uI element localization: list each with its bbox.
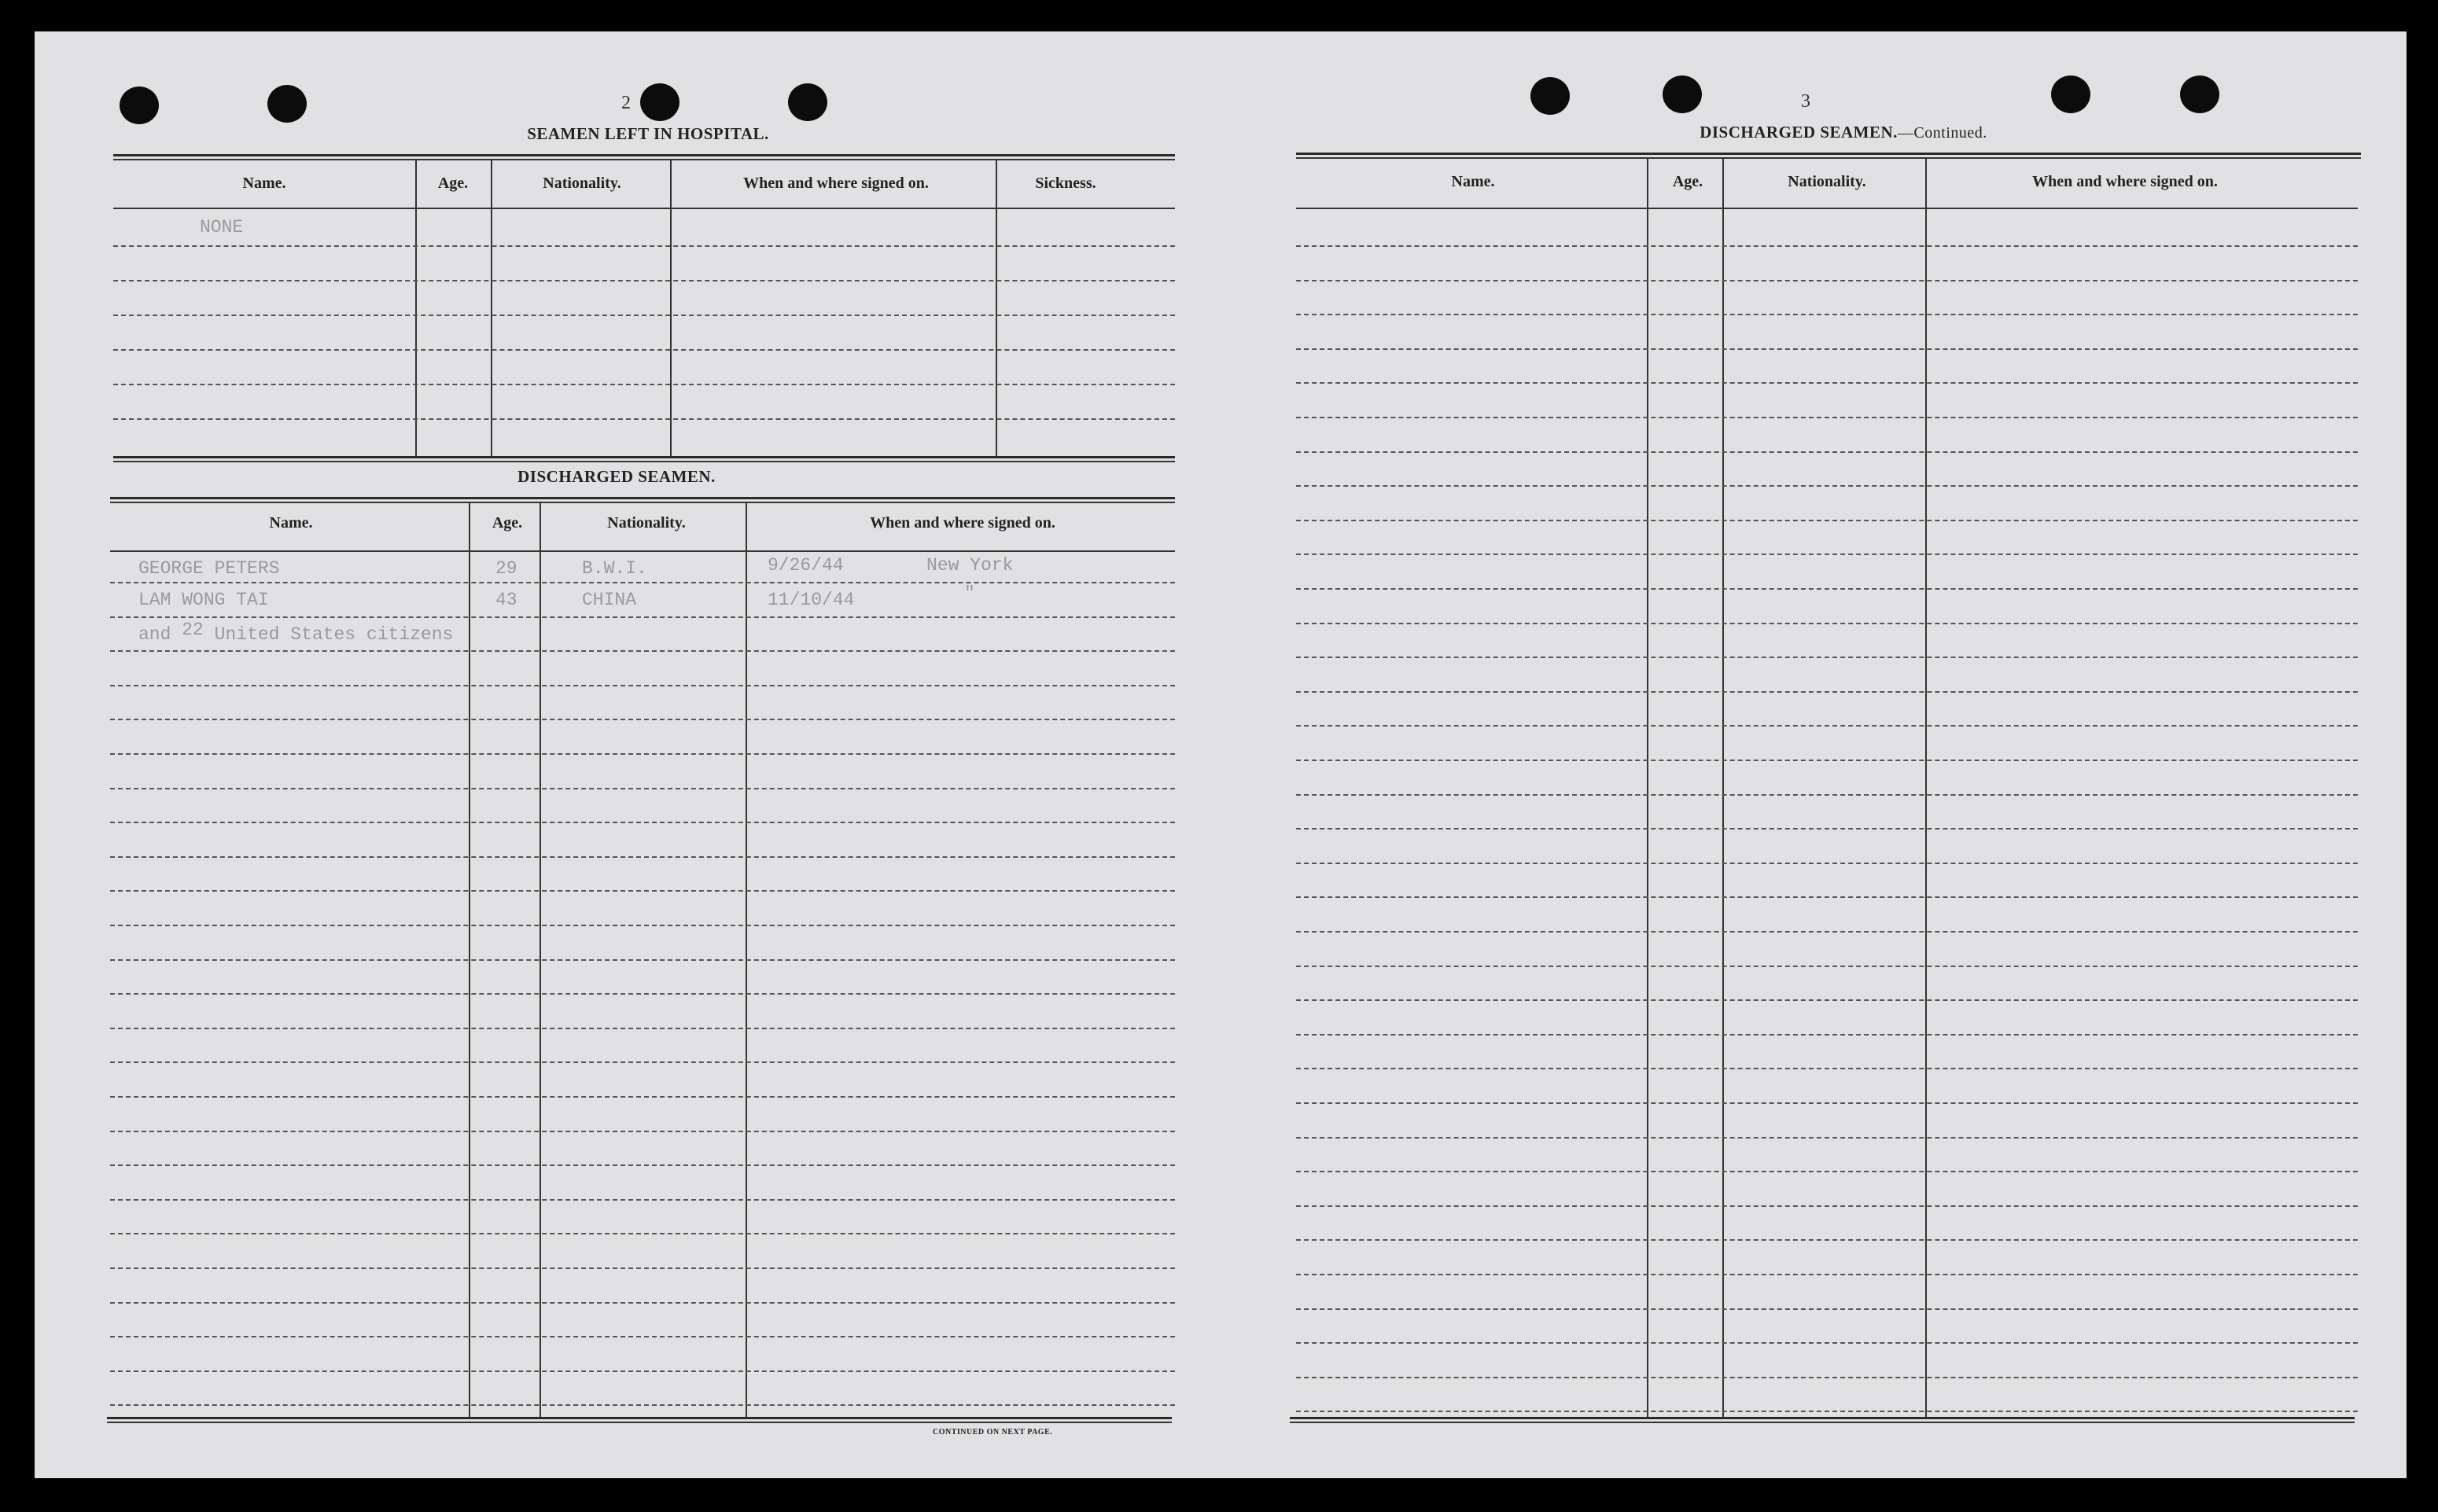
discharged-note [138,620,454,645]
hospital-table-bottom-rule [113,456,1175,458]
hospital-col-divider [670,160,672,456]
right-ruled-line [1296,896,2358,898]
right-ruled-line [1296,725,2358,727]
discharged-table-bottom-rule [107,1417,1172,1419]
discharged-note-count: 22 [182,620,204,640]
discharged-ruled-line [110,993,1175,995]
discharged-note-suffix: United States citizens [214,624,454,645]
discharged-ruled-line [110,685,1175,686]
discharged-row-1-age: 29 [495,558,517,579]
right-ruled-line [1296,1171,2358,1172]
right-ruled-line [1296,554,2358,555]
discharged-header-signed-on: When and where signed on. [870,514,1055,532]
right-header-rule [1296,208,2358,209]
discharged-ruled-line [110,1199,1175,1201]
discharged-table-bottom-rule-2 [107,1422,1172,1423]
discharged-ruled-line [110,822,1175,823]
right-ruled-line [1296,794,2358,796]
discharged-row-2-name: LAM WONG TAI [138,590,269,610]
discharged-ruled-line [110,1267,1175,1269]
discharged-header-age: Age. [492,514,523,532]
hospital-header-age: Age. [437,175,469,192]
right-ruled-line [1296,966,2358,967]
document-sheet [35,31,2407,1478]
discharged-ruled-line [110,719,1175,720]
punch-hole-icon [120,86,159,124]
hospital-table-bottom-rule-2 [113,461,1175,462]
discharged-ruled-line [110,1336,1175,1337]
punch-hole-icon [640,83,679,121]
right-ruled-line [1296,1034,2358,1036]
right-ruled-line [1296,863,2358,864]
right-title-suffix: —Continued. [1897,124,1987,142]
right-table-top-rule-2 [1296,157,2361,159]
right-ruled-line [1296,451,2358,453]
punch-hole-icon [267,85,307,123]
discharged-row-1-date: 9/26/44 [768,555,844,576]
discharged-row-1-place: New York [926,555,1014,576]
hospital-ruled-line [113,315,1175,316]
hospital-ruled-line [113,245,1175,247]
discharged-table-top-rule [110,497,1175,499]
discharged-ruled-line [110,1096,1175,1098]
right-ruled-line [1296,1239,2358,1241]
right-ruled-line [1296,931,2358,933]
hospital-ruled-line [113,349,1175,351]
discharged-ruled-line [110,1404,1175,1406]
right-ruled-line [1296,348,2358,350]
right-ruled-line [1296,760,2358,761]
right-ruled-line [1296,1308,2358,1310]
discharged-note-prefix: and [138,624,171,645]
hospital-ruled-line [113,418,1175,420]
right-ruled-line [1296,1377,2358,1378]
discharged-table-top-rule-2 [110,502,1175,503]
punch-hole-icon [2180,75,2219,113]
discharged-ruled-line [110,788,1175,789]
discharged-ruled-line [110,1233,1175,1234]
discharged-row-1-nationality: B.W.I. [582,558,647,579]
right-ruled-line [1296,485,2358,487]
hospital-section-title: SEAMEN LEFT IN HOSPITAL. [527,124,769,143]
hospital-ruled-line [113,384,1175,385]
hospital-header-rule [113,208,1175,209]
punch-hole-icon [788,83,827,121]
right-header-nationality: Nationality. [1788,173,1866,190]
right-ruled-line [1296,828,2358,830]
discharged-ruled-line [110,890,1175,892]
discharged-ruled-line [110,753,1175,755]
discharged-ruled-line [110,959,1175,961]
hospital-header-signed-on: When and where signed on. [743,175,929,192]
right-ruled-line [1296,382,2358,384]
discharged-ruled-line [110,1131,1175,1132]
hospital-table-top-rule-2 [113,159,1175,160]
right-ruled-line [1296,1411,2358,1412]
punch-hole-icon [1663,75,1702,113]
right-ruled-line [1296,1274,2358,1275]
right-ruled-line [1296,314,2358,315]
right-page-number: 3 [1801,91,1810,112]
right-table-top-rule [1296,153,2361,155]
discharged-row-2-nationality: CHINA [582,590,637,610]
discharged-ruled-line [110,1028,1175,1029]
continued-footer: CONTINUED ON NEXT PAGE. [933,1428,1053,1437]
discharged-ruled-line [110,650,1175,652]
punch-hole-icon [1530,77,1570,115]
hospital-col-divider [415,160,417,456]
hospital-header-nationality: Nationality. [543,175,621,192]
right-table-bottom-rule [1290,1417,2355,1419]
discharged-ruled-line [110,1302,1175,1304]
hospital-table-top-rule [113,154,1175,156]
right-ruled-line [1296,1137,2358,1139]
discharged-header-rule [110,550,1175,552]
punch-hole-icon [2051,75,2090,113]
right-title-main: DISCHARGED SEAMEN. [1700,123,1898,142]
discharged-row-2-place: " [964,583,975,604]
hospital-header-sickness: Sickness. [1035,175,1096,192]
discharged-row-2-age: 43 [495,590,517,610]
right-ruled-line [1296,245,2358,247]
hospital-ruled-line [113,280,1175,281]
discharged-header-name: Name. [269,514,313,532]
right-ruled-line [1296,623,2358,624]
discharged-ruled-line [110,925,1175,926]
hospital-header-name: Name. [242,175,286,192]
right-header-name: Name. [1451,173,1495,190]
discharged-ruled-line [110,582,1175,583]
discharged-ruled-line [110,1164,1175,1166]
right-ruled-line [1296,1205,2358,1207]
hospital-col-divider [996,160,997,456]
right-section-title [1529,123,2158,142]
discharged-ruled-line [110,1370,1175,1372]
discharged-ruled-line [110,856,1175,858]
left-page-number: 2 [621,93,631,113]
discharged-ruled-line [110,616,1175,618]
discharged-section-title: DISCHARGED SEAMEN. [517,467,716,486]
right-ruled-line [1296,588,2358,590]
right-header-age: Age. [1672,173,1703,190]
right-ruled-line [1296,417,2358,418]
right-ruled-line [1296,1342,2358,1344]
right-table-bottom-rule-2 [1290,1422,2355,1423]
right-ruled-line [1296,999,2358,1001]
right-ruled-line [1296,657,2358,658]
hospital-col-divider [491,160,492,456]
right-ruled-line [1296,691,2358,693]
right-header-signed-on: When and where signed on. [2032,173,2218,190]
right-ruled-line [1296,280,2358,281]
right-ruled-line [1296,1068,2358,1069]
hospital-entry: NONE [200,217,244,237]
right-ruled-line [1296,520,2358,521]
right-ruled-line [1296,1102,2358,1104]
discharged-row-2-date: 11/10/44 [768,590,855,610]
discharged-row-1-name: GEORGE PETERS [138,558,280,579]
discharged-header-nationality: Nationality. [607,514,686,532]
discharged-ruled-line [110,1061,1175,1063]
